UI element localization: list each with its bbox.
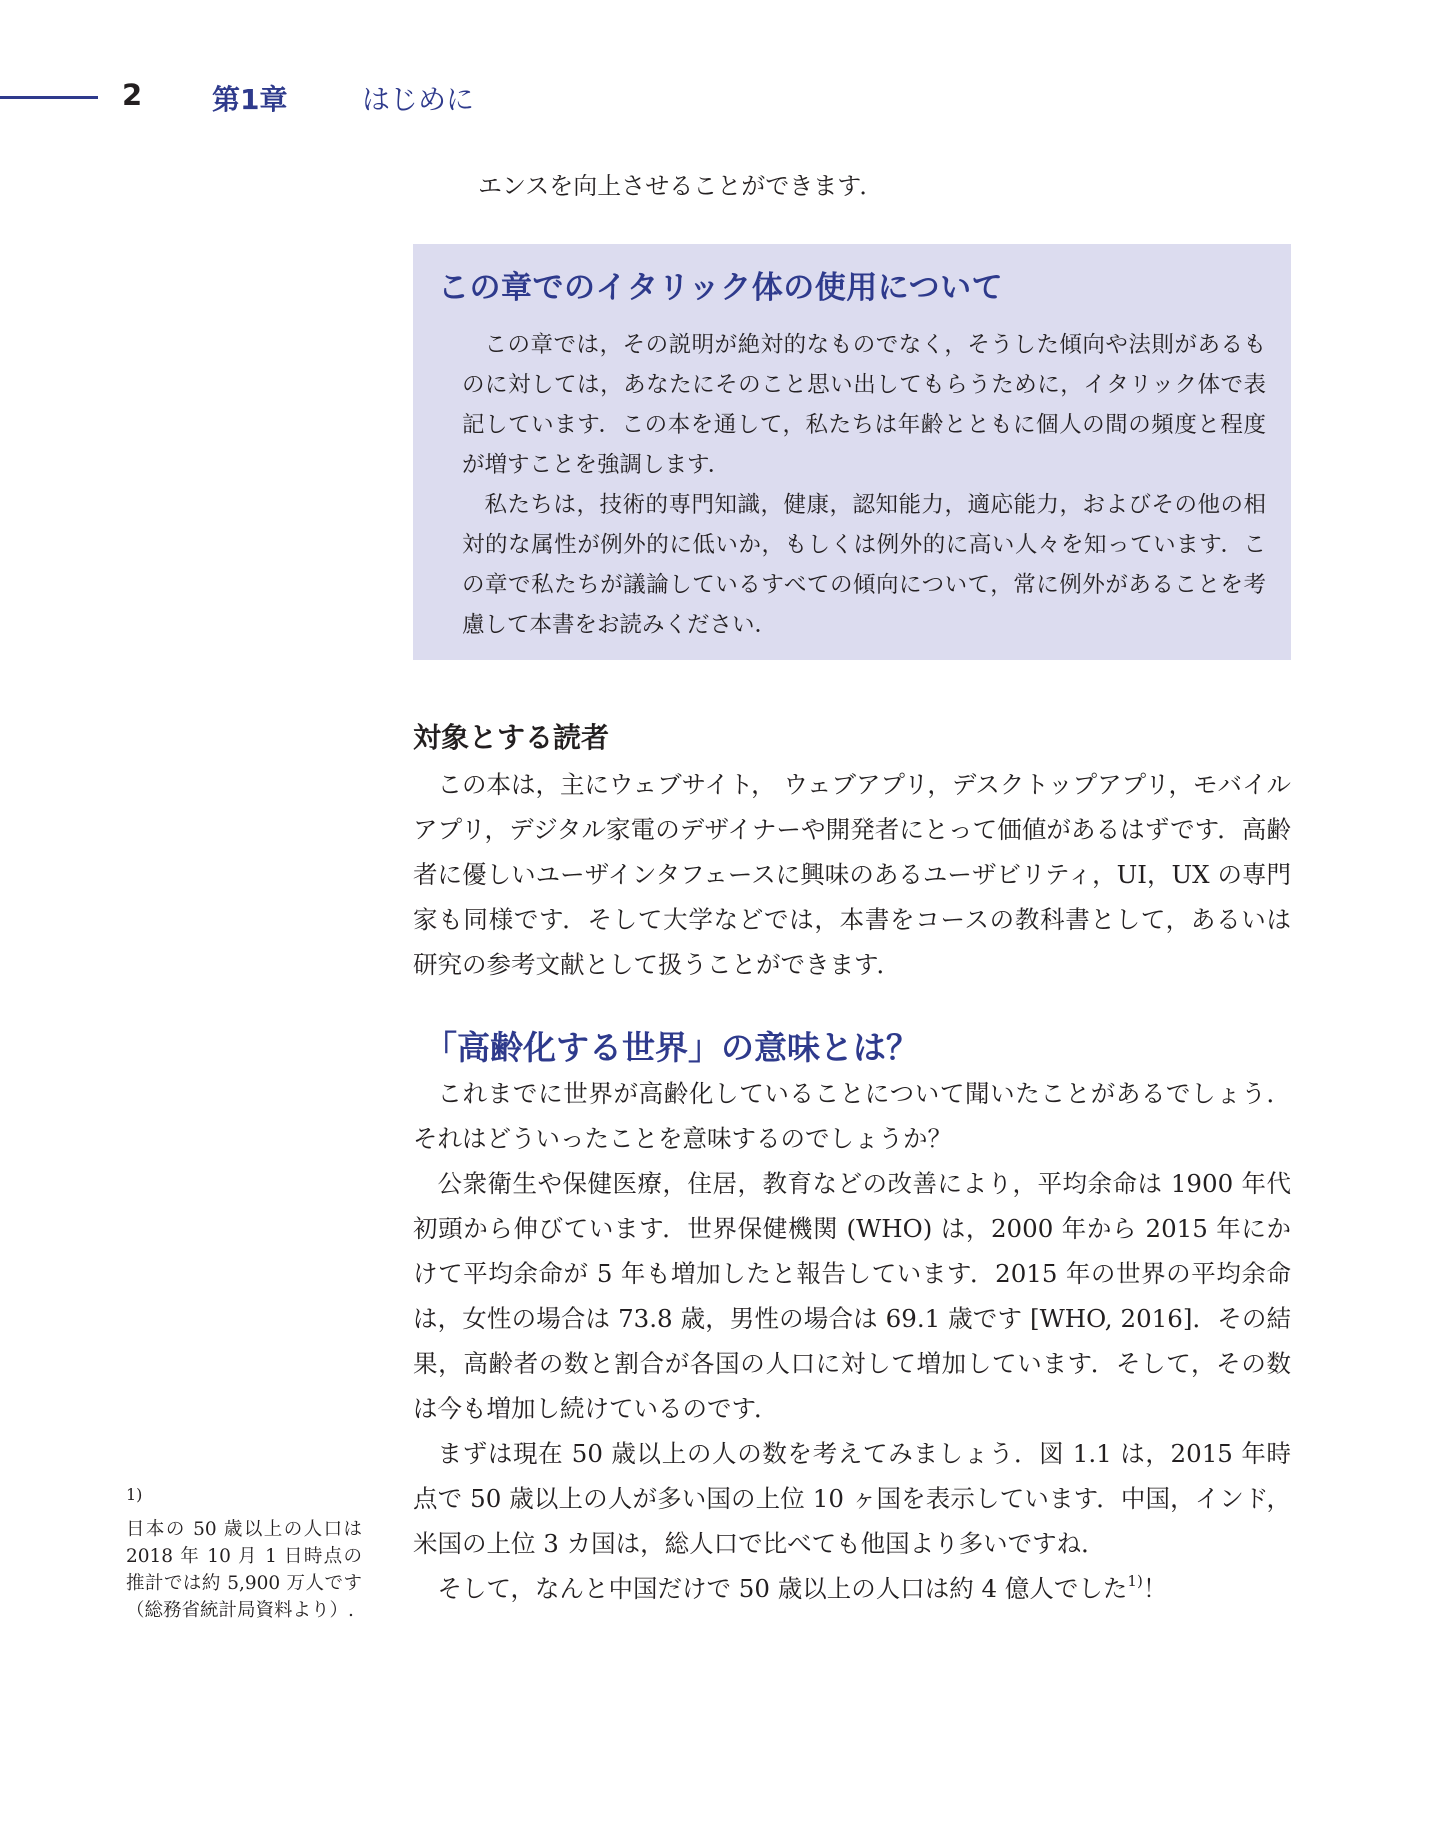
italic-box-body <box>462 325 1266 645</box>
continuation-line: エンスを向上させることができます． <box>478 172 884 200</box>
aging-last-end: ！ <box>1142 1574 1168 1603</box>
chapter-title: はじめに <box>362 83 475 116</box>
footnote-text: 日本の 50 歳以上の人口は 2018 年 10 月 1 日時点の推計では約 5,900 万人です（総務省統計局資料より）. <box>126 1519 362 1621</box>
aging-paragraph: これまでに世界が高齢化していることについて聞いたことがあるでしょう．それはどういったことを意味するのでしょうか？ <box>413 1079 1291 1153</box>
footnote-marker: 1) <box>126 1485 143 1504</box>
aging-last-text: そして，なんと中国だけで 50 歳以上の人口は約 4 億人でした <box>437 1574 1128 1603</box>
aging-paragraph: 公衆衛生や保健医療，住居，教育などの改善により，平均余命は 1900 年代初頭から伸びています．世界保健機関 (WHO) は，2000 年から 2015 年にかけて平均余命が 5 年も増加したと報告しています．2015 年の世界の平均余命は，女性の場合は 73.8 歳，男性の場合は 69.1 歳です [WHO, 2016]．その結果，高齢者の数と割合が各国の人口に対して増加しています．そして，その数は今も増加し続けているのです． <box>413 1169 1291 1423</box>
italic-box-paragraph: 私たちは，技術的専門知識，健康，認知能力，適応能力，およびその他の相対的な属性が例外的に低いか，もしくは例外的に高い人々を知っています．この章で私たちが議論しているすべての傾向について，常に例外があることを考慮して本書をお読みください． <box>462 492 1266 638</box>
aging-paragraph: まずは現在 50 歳以上の人の数を考えてみましょう．図 1.1 は，2015 年時点で 50 歳以上の人が多い国の上位 10 ヶ国を表示しています．中国，インド，米国の上位 3 カ国は，総人口で比べても他国より多いですね． <box>413 1439 1291 1558</box>
readers-body <box>413 762 1291 987</box>
aging-paragraph-last <box>413 1566 1291 1611</box>
aging-heading: 「高齢化する世界」の意味とは？ <box>424 1028 919 1067</box>
readers-paragraph: この本は，主にウェブサイト， ウェブアプリ，デスクトップアプリ，モバイルアプリ，デジタル家電のデザイナーや開発者にとって価値があるはずです．高齢者に優しいユーザインタフェースに興味のあるユーザビリティ，UI，UX の専門家も同様です．そして大学などでは，本書をコースの教科書として，あるいは研究の参考文献として扱うことができます． <box>413 770 1291 979</box>
header-rule <box>0 96 98 99</box>
page-number: 2 <box>122 78 143 112</box>
aging-body <box>413 1071 1291 1611</box>
footnote-reference[interactable]: 1) <box>1127 1571 1143 1590</box>
readers-heading: 対象とする読者 <box>413 721 610 754</box>
italic-box-paragraph: この章では，その説明が絶対的なものでなく，そうした傾向や法則があるものに対しては，あなたにそのこと思い出してもらうために，イタリック体で表記しています．この本を通して，私たちは年齢とともに個人の間の頻度と程度が増すことを強調します． <box>462 332 1266 478</box>
chapter-label: 第1章 <box>212 83 288 116</box>
italic-box-title: この章でのイタリック体の使用について <box>438 270 1004 306</box>
